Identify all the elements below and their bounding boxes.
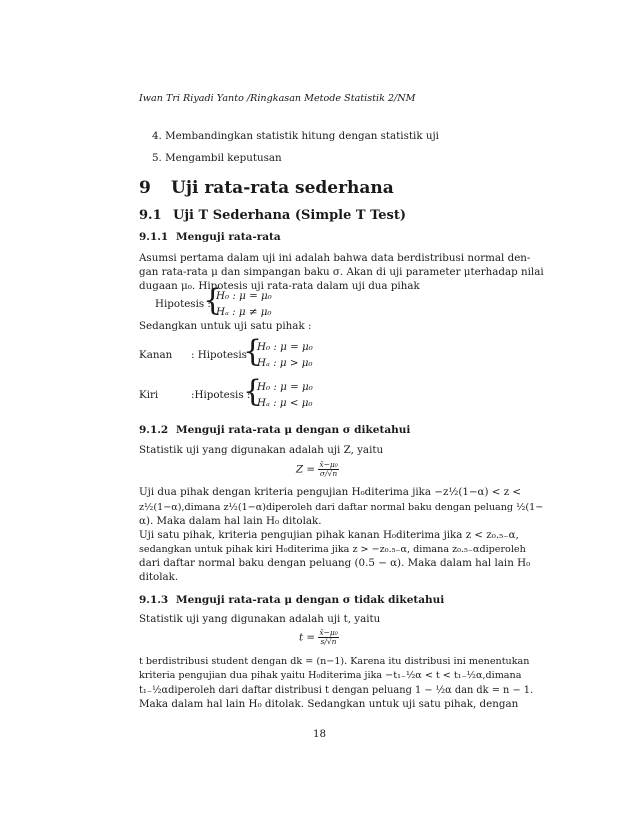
formula-lhs: Z = — [296, 463, 316, 476]
paragraph-line: kriteria pengujian dua pihak yaitu H₀diterima jika −t₁₋½α < t < t₁₋½α,dimana — [139, 670, 522, 681]
t-formula — [299, 629, 339, 646]
hypothesis-label: :Hipotesis : — [191, 389, 251, 401]
subsubsection-number: 9.1.1 — [139, 231, 169, 243]
subsection-number: 9.1 — [139, 208, 162, 223]
paragraph-line: z½(1−α),dimana z½(1−α)diperoleh dari daftar normal baku dengan peluang ½(1− — [139, 502, 544, 513]
left-brace: { — [243, 374, 263, 409]
paragraph-line: Asumsi pertama dalam uji ini adalah bahwa data berdistribusi normal den- — [139, 252, 531, 264]
subsubsection-heading-1 — [139, 231, 281, 243]
page-number: 18 — [313, 728, 327, 740]
null-hypothesis: H₀ : μ = μ₀ — [257, 381, 313, 393]
fraction-denominator: σ/√n — [319, 469, 338, 478]
null-hypothesis: H₀ : μ = μ₀ — [216, 290, 272, 302]
section-number: 9 — [139, 178, 151, 198]
section-title: Uji rata-rata sederhana — [171, 178, 394, 198]
right-side-label: Kanan — [139, 349, 173, 361]
paragraph-line: sedangkan untuk pihak kiri H₀diterima jika z > −z₀.₅₋α, dimana z₀.₅₋αdiperoleh — [139, 544, 526, 555]
paragraph-line: Sedangkan untuk uji satu pihak : — [139, 320, 312, 332]
subsubsection-title: Menguji rata-rata — [176, 231, 281, 243]
step-item-5: 5. Mengambil keputusan — [152, 152, 282, 164]
paragraph-line: Statistik uji yang digunakan adalah uji t, yaitu — [139, 613, 381, 625]
section-heading — [139, 178, 394, 198]
running-header: Iwan Tri Riyadi Yanto /Ringkasan Metode Statistik 2/NM — [139, 93, 416, 104]
paragraph-line: Uji dua pihak dengan kriteria pengujian H₀diterima jika −z½(1−α) < z < — [139, 486, 522, 498]
paragraph-line: ditolak. — [139, 571, 179, 583]
alternative-hypothesis: Hₐ : μ > μ₀ — [257, 357, 313, 369]
z-formula — [296, 461, 339, 478]
subsubsection-heading-3 — [139, 594, 444, 606]
subsection-heading — [139, 208, 406, 223]
subsubsection-heading-2 — [139, 424, 410, 436]
hypothesis-label: Hipotesis : — [155, 298, 211, 310]
subsubsection-title: Menguji rata-rata μ dengan σ diketahui — [176, 424, 411, 436]
null-hypothesis: H₀ : μ = μ₀ — [257, 341, 313, 353]
fraction-denominator: s/√n — [320, 637, 337, 646]
subsubsection-title: Menguji rata-rata μ dengan σ tidak diketahui — [176, 594, 445, 606]
left-side-label: Kiri — [139, 389, 159, 401]
left-brace: { — [243, 334, 263, 369]
paragraph-line: gan rata-rata μ dan simpangan baku σ. Akan di uji parameter μterhadap nilai — [139, 266, 544, 278]
formula-lhs: t = — [299, 631, 316, 644]
hypothesis-label: : Hipotesis : — [191, 349, 254, 361]
alternative-hypothesis: Hₐ : μ ≠ μ₀ — [216, 306, 272, 318]
fraction-numerator: x̄−μ₀ — [319, 628, 338, 637]
paragraph-line: α). Maka dalam hal lain H₀ ditolak. — [139, 515, 322, 527]
paragraph-line: dugaan μ₀. Hipotesis uji rata-rata dalam uji dua pihak — [139, 280, 420, 292]
subsubsection-number: 9.1.2 — [139, 424, 169, 436]
fraction — [318, 461, 338, 478]
alternative-hypothesis: Hₐ : μ < μ₀ — [257, 397, 313, 409]
paragraph-line: dari daftar normal baku dengan peluang (0.5 − α). Maka dalam hal lain H₀ — [139, 557, 531, 569]
subsection-title: Uji T Sederhana (Simple T Test) — [173, 208, 407, 223]
paragraph-line: Uji satu pihak, kriteria pengujian pihak kanan H₀diterima jika z < z₀.₅₋α, — [139, 529, 519, 541]
paragraph-line: Statistik uji yang digunakan adalah uji Z, yaitu — [139, 444, 384, 456]
paragraph-line: Maka dalam hal lain H₀ ditolak. Sedangkan untuk uji satu pihak, dengan — [139, 698, 519, 710]
left-brace: { — [203, 283, 223, 318]
fraction — [318, 629, 338, 646]
step-item-4: 4. Membandingkan statistik hitung dengan statistik uji — [152, 130, 439, 142]
subsubsection-number: 9.1.3 — [139, 594, 169, 606]
paragraph-line: t₁₋½αdiperoleh dari daftar distribusi t dengan peluang 1 − ½α dan dk = n − 1. — [139, 685, 534, 696]
fraction-numerator: x̄−μ₀ — [319, 460, 338, 469]
paragraph-line: t berdistribusi student dengan dk = (n−1). Karena itu distribusi ini menentukan — [139, 656, 530, 667]
